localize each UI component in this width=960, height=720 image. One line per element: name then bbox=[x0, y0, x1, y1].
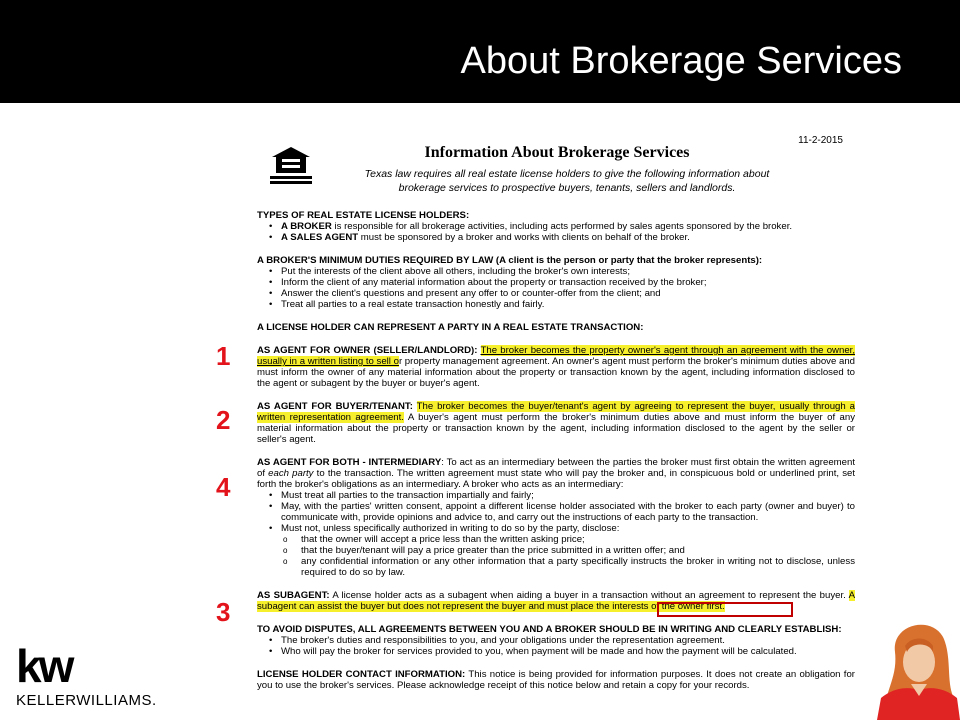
marker-2: 2 bbox=[216, 405, 231, 435]
section-duties bbox=[257, 255, 855, 310]
marker-1: 1 bbox=[216, 341, 231, 371]
buyer-highlight: The broker becomes the buyer/tenant's agent by agreeing to represent the buyer, usually through a written representation agreement. bbox=[257, 401, 855, 423]
subtitle-line-2: brokerage services to prospective buyers, tenants, sellers and landlords. bbox=[398, 182, 736, 194]
list-item: • Must treat all parties to the transaction impartially and fairly; bbox=[281, 490, 855, 501]
section-disputes bbox=[257, 624, 855, 657]
list-item: • The broker's duties and responsibilities to you, and your obligations under the representation agreement. bbox=[281, 635, 855, 646]
list-item: • Treat all parties to a real estate transaction honestly and fairly. bbox=[281, 299, 855, 310]
list-item: • A BROKER is responsible for all brokerage activities, including acts performed by sales agents sponsored by the broker. bbox=[281, 221, 855, 232]
list-item: o that the owner will accept a price less than the written asking price; bbox=[301, 534, 855, 545]
document-date: 11-2-2015 bbox=[798, 135, 843, 146]
list-item: o that the buyer/tenant will pay a price greater than the price submitted in a written offer; and bbox=[301, 545, 855, 556]
list-item: • Inform the client of any material information about the property or transaction received by the broker; bbox=[281, 277, 855, 288]
intermediary-heading: AS AGENT FOR BOTH - INTERMEDIARY bbox=[257, 457, 442, 468]
emphasis-box bbox=[657, 602, 793, 617]
section-contact: LICENSE HOLDER CONTACT INFORMATION: This notice is being provided for information purposes. It does not create an obligation for you to use the broker's services. Please acknowledge receipt of this notice below and retain a copy for your records. bbox=[257, 669, 855, 691]
section-subagent: AS SUBAGENT: A license holder acts as a subagent when aiding a buyer in a transaction without an agreement to represent the buyer. A subagent can assist the buyer but does not represent the buyer and must place the interests of the owner first. bbox=[257, 590, 855, 612]
represent-heading: A LICENSE HOLDER CAN REPRESENT A PARTY IN A REAL ESTATE TRANSACTION: bbox=[257, 322, 644, 333]
list-item: • A SALES AGENT must be sponsored by a broker and works with clients on behalf of the broker. bbox=[281, 232, 855, 243]
types-heading: TYPES OF REAL ESTATE LICENSE HOLDERS: bbox=[257, 210, 470, 221]
marker-4: 4 bbox=[216, 472, 231, 502]
owner-highlight: The broker becomes the property owner's agent through an agreement with the owner, usually in a written listing to sell o bbox=[257, 345, 855, 367]
slide-title: About Brokerage Services bbox=[460, 40, 902, 82]
contact-heading: LICENSE HOLDER CONTACT INFORMATION: bbox=[257, 669, 466, 680]
buyer-text: A buyer's agent must perform the broker's minimum duties above and must inform the buyer of any material information about the property or transaction known by the agent, including information disclosed to the agent by the seller or seller's agent. bbox=[257, 412, 855, 445]
list-item: • Must not, unless specifically authorized in writing to do so by the party, disclose: bbox=[281, 523, 855, 534]
title-banner bbox=[0, 0, 960, 103]
agent-photo bbox=[877, 612, 960, 720]
buyer-heading: AS AGENT FOR BUYER/TENANT: bbox=[257, 401, 413, 412]
list-item: • Put the interests of the client above all others, including the broker's own interests; bbox=[281, 266, 855, 277]
section-types bbox=[257, 210, 855, 243]
keller-williams-logo bbox=[16, 640, 157, 709]
logo-text: KELLERWILLIAMS. bbox=[16, 692, 157, 709]
section-intermediary: AS AGENT FOR BOTH - INTERMEDIARY: To act as an intermediary between the parties the broker must first obtain the written agreement of each party to the transaction. The written agreement must state who will pay the broker and, in conspicuous bold or underlined print, set forth the broker's obligations as an intermediary. A broker who acts as an intermediary: • Must treat all parties to the transaction impartially and fairly; • May, with the parties' written consent, appoint a different license holder associated with the broker to each party (owner and buyer) to communicate with, provide opinions and advice to, and carry out the instructions of each party to the transaction. • Must not, unless specifically authorized in writing to do so by the party, disclose: o that the owner will accept a price less than the written asking price; o that the buyer/tenant will pay a price greater than the price submitted in a written offer; and o any confidential information or any other information that a party specifically instructs the broker in writing not to disclose, unless required to do so by law. bbox=[257, 457, 855, 578]
duties-heading: A BROKER'S MINIMUM DUTIES REQUIRED BY LAW (A client is the person or party that the broker represents): bbox=[257, 255, 763, 266]
marker-3: 3 bbox=[216, 597, 231, 627]
document-title: Information About Brokerage Services bbox=[424, 144, 690, 161]
section-buyer bbox=[257, 401, 855, 445]
document-subtitle bbox=[327, 167, 807, 195]
subtitle-line-1: Texas law requires all real estate license holders to give the following information about bbox=[364, 168, 770, 180]
owner-text: r property management agreement. An owner's agent must perform the broker's minimum duties above and must inform the owner of any material information about the property or transaction known by the agent, including information disclosed to the agent or subagent by the buyer or buyer's agent. bbox=[257, 356, 855, 389]
list-item: • Who will pay the broker for services provided to you, when payment will be made and how the payment will be calculated. bbox=[281, 646, 855, 657]
logo-mark: kw bbox=[16, 640, 72, 692]
list-item: o any confidential information or any other information that a party specifically instructs the broker in writing not to disclose, unless required to do so by law. bbox=[301, 556, 855, 578]
disputes-heading: TO AVOID DISPUTES, ALL AGREEMENTS BETWEEN YOU AND A BROKER SHOULD BE IN WRITING AND CLEARLY ESTABLISH: bbox=[257, 624, 842, 635]
list-item: • Answer the client's questions and present any offer to or counter-offer from the client; and bbox=[281, 288, 855, 299]
section-owner bbox=[257, 345, 855, 389]
subagent-highlight: A subagent can assist the buyer but does not represent the buyer and must place the interests of the owner first. bbox=[257, 590, 855, 612]
list-item: • May, with the parties' written consent, appoint a different license holder associated with the broker to each party (owner and buyer) to communicate with, provide opinions and advice to, and carry out the instructions of each party to the transaction. bbox=[281, 501, 855, 523]
owner-heading: AS AGENT FOR OWNER (SELLER/LANDLORD): bbox=[257, 345, 478, 356]
subagent-heading: AS SUBAGENT: bbox=[257, 590, 330, 601]
